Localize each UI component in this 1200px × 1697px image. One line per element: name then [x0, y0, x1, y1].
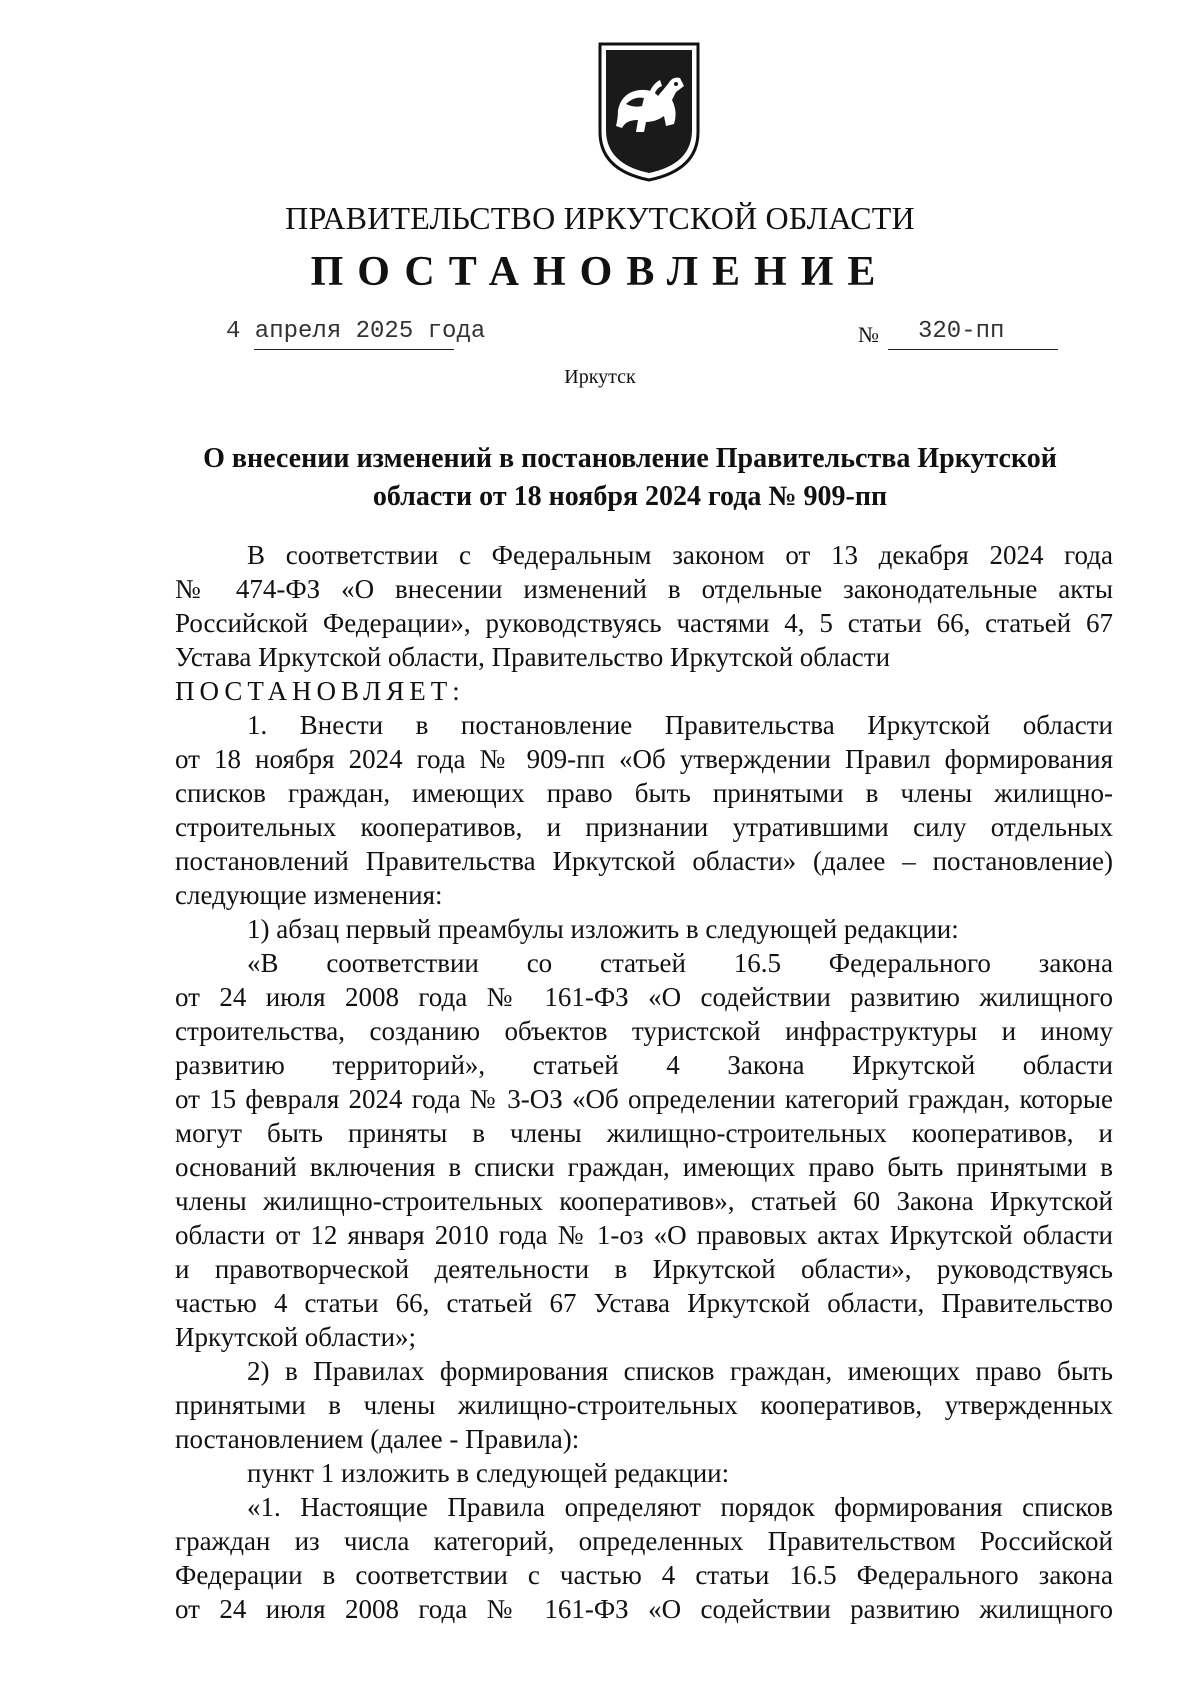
body-line: от 15 февраля 2024 года № 3-ОЗ «Об определении категорий граждан, которые	[175, 1084, 1113, 1114]
body-line: «В соответствии со статьей 16.5 Федерального закона	[247, 948, 1113, 978]
body-line: от 24 июля 2008 года № 161-ФЗ «О содействии развитию жилищного	[175, 982, 1113, 1012]
body-line: частью 4 статьи 66, статьей 67 Устава Иркутской области, Правительство	[175, 1288, 1113, 1318]
body-line: и правотворческой деятельности в Иркутской области», руководствуясь	[175, 1254, 1113, 1284]
body-line: 1) абзац первый преамбулы изложить в следующей редакции:	[247, 914, 959, 944]
body-line: «1. Настоящие Правила определяют порядок формирования списков	[247, 1492, 1113, 1522]
body-line: Российской Федерации», руководствуясь частями 4, 5 статьи 66, статьей 67	[175, 608, 1113, 638]
body-line: члены жилищно-строительных кооперативов», статьей 60 Закона Иркутской	[175, 1186, 1113, 1216]
body-line: № 474-ФЗ «О внесении изменений в отдельные законодательные акты	[175, 574, 1113, 604]
document-number: 320-пп	[918, 318, 1005, 345]
organization-name: ПРАВИТЕЛЬСТВО ИРКУТСКОЙ ОБЛАСТИ	[285, 200, 915, 236]
body-line: могут быть приняты в члены жилищно-строительных кооперативов, и	[175, 1118, 1113, 1148]
title-line: О внесении изменений в постановление Правительства Иркутской	[203, 443, 1057, 474]
document-type: ПОСТАНОВЛЕНИЕ	[310, 249, 890, 295]
document-title	[170, 440, 1090, 516]
irkutsk-coat-of-arms-icon	[596, 40, 702, 184]
document-body	[175, 538, 1113, 1626]
body-line: списков граждан, имеющих право быть принятыми в члены жилищно-	[175, 778, 1113, 808]
body-line: пункт 1 изложить в следующей редакции:	[247, 1458, 730, 1488]
document-date: 4 апреля 2025 года	[226, 318, 486, 345]
body-line: следующие изменения:	[175, 880, 443, 910]
body-line: 2) в Правилах формирования списков граждан, имеющих право быть	[247, 1356, 1113, 1386]
body-line: Федерации в соответствии с частью 4 статьи 16.5 Федерального закона	[175, 1560, 1113, 1590]
body-line: оснований включения в списки граждан, имеющих право быть принятыми в	[175, 1152, 1113, 1182]
body-line: принятыми в члены жилищно-строительных кооперативов, утвержденных	[175, 1390, 1113, 1420]
body-line: постановлением (далее - Правила):	[175, 1424, 580, 1454]
body-line: строительства, созданию объектов туристской инфраструктуры и иному	[175, 1016, 1113, 1046]
document-city: Иркутск	[564, 366, 636, 388]
body-line: граждан из числа категорий, определенных Правительством Российской	[175, 1526, 1113, 1556]
number-underline	[888, 349, 1058, 350]
body-line: строительных кооперативов, и признании утратившими силу отдельных	[175, 812, 1113, 842]
body-line: от 24 июля 2008 года № 161-ФЗ «О содействии развитию жилищного	[175, 1594, 1113, 1624]
body-line: от 18 ноября 2024 года № 909-пп «Об утверждении Правил формирования	[175, 744, 1113, 774]
body-line: Иркутской области»;	[175, 1322, 417, 1352]
body-line: развитию территорий», статьей 4 Закона Иркутской области	[175, 1050, 1113, 1080]
body-line: Устава Иркутской области, Правительство Иркутской области	[175, 642, 891, 672]
body-line: области от 12 января 2010 года № 1-оз «О правовых актах Иркутской области	[175, 1220, 1113, 1250]
number-sign: №	[858, 322, 879, 347]
date-underline	[254, 349, 454, 350]
body-line: 1. Внести в постановление Правительства Иркутской области	[247, 710, 1113, 740]
body-line-resolves: ПОСТАНОВЛЯЕТ:	[175, 676, 465, 706]
body-line: постановлений Правительства Иркутской области» (далее – постановление)	[175, 846, 1113, 876]
title-line: области от 18 ноября 2024 года № 909-пп	[372, 481, 888, 512]
body-line: В соответствии с Федеральным законом от 13 декабря 2024 года	[247, 540, 1113, 570]
